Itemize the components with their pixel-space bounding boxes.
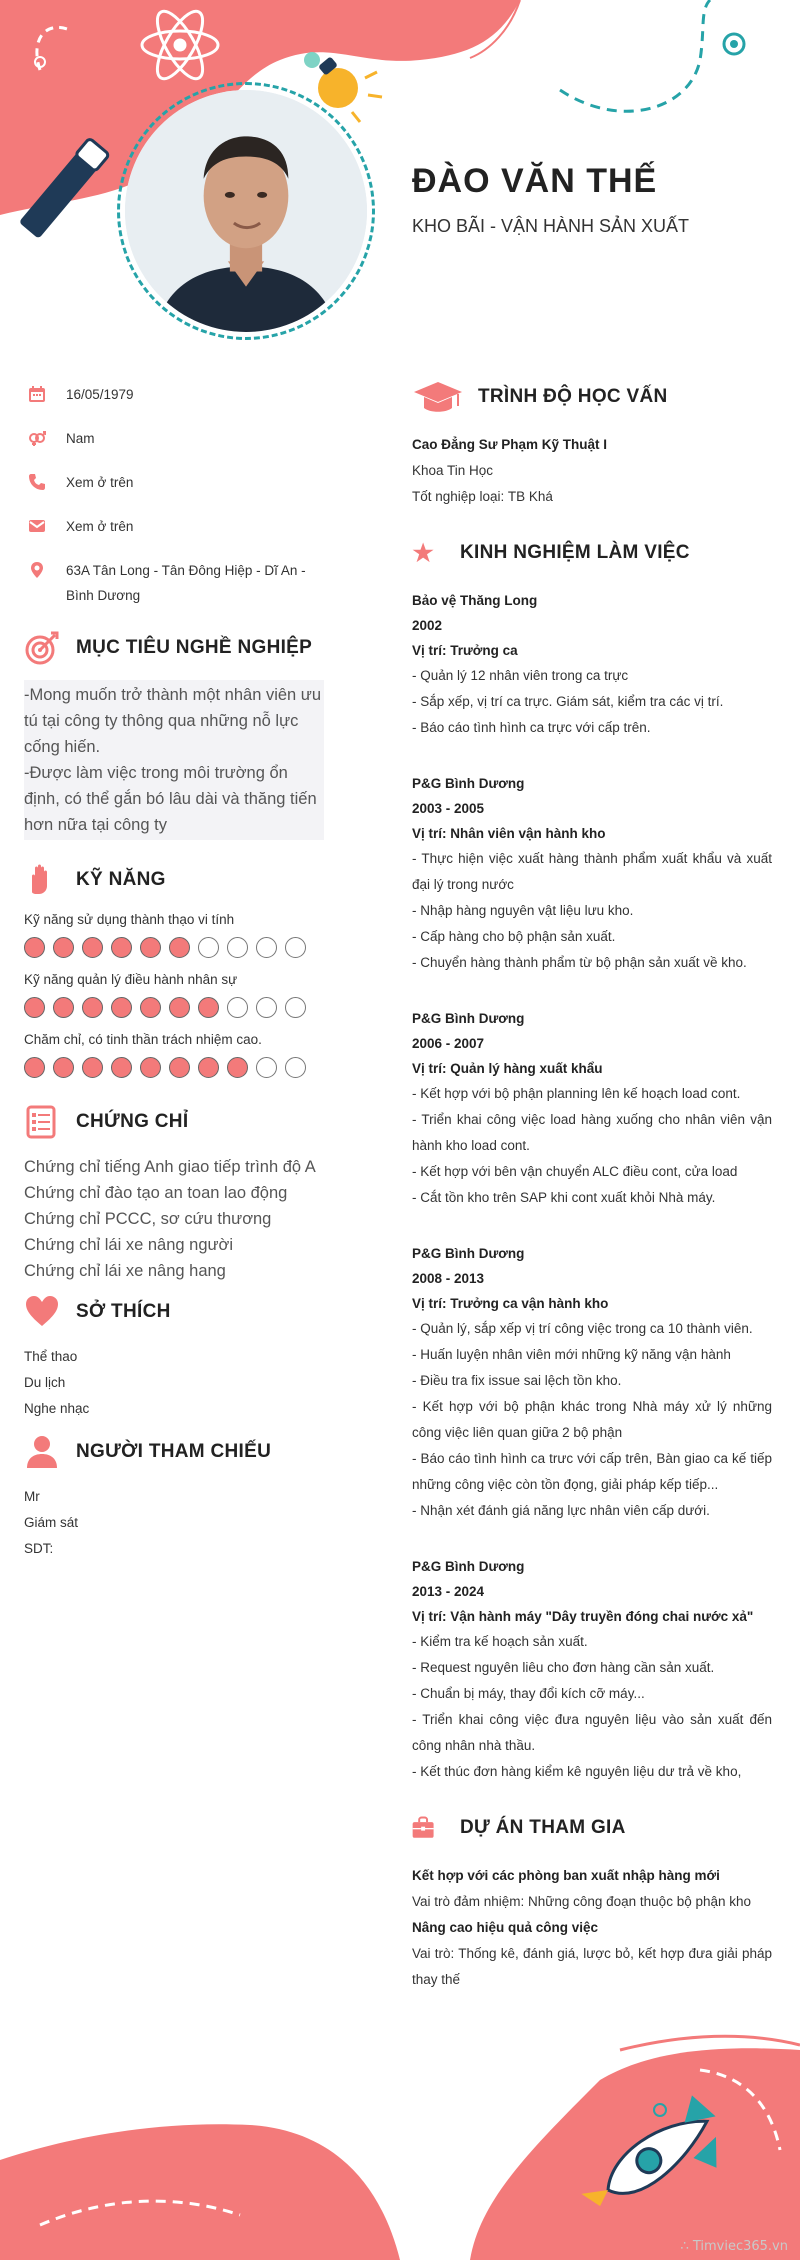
objective-title: MỤC TIÊU NGHỀ NGHIỆP [76,637,313,658]
certificates-header [24,1104,324,1140]
job-task: - Triển khai công việc đưa nguyên liệu vào sản xuất đến công nhân nhà thầu. [412,1712,772,1753]
job-task: - Kiểm tra kế hoạch sản xuất. [412,1634,588,1649]
job-position: Vị trí: Quản lý hàng xuất khẩu [412,1061,603,1076]
job-task: - Báo cáo tình hình ca trực với cấp trên. [412,720,651,735]
experience-entry [412,771,772,976]
project-2-role: Vai trò: Thống kê, đánh giá, lược bỏ, kết hợp đưa giải pháp thay thế [412,1946,772,1987]
skill-label: Chăm chỉ, có tinh thần trách nhiệm cao. [24,1032,262,1047]
experience-entry [412,1006,772,1211]
skill-rating [24,937,324,958]
rating-dot-empty [227,997,248,1018]
rating-dot-empty [256,937,277,958]
profile-photo [125,90,367,332]
job-task: - Request nguyên liêu cho đơn hàng cần sản xuất. [412,1660,715,1675]
reference-item: SDT: [24,1541,54,1556]
rating-dot-filled [111,1057,132,1078]
rating-dot-empty [256,997,277,1018]
objective-text [24,680,324,840]
job-position: Vị trí: Nhân viên vận hành kho [412,826,606,841]
job-company: P&G Bình Dương [412,1011,525,1026]
phone-icon [28,473,46,491]
job-position: Vị trí: Trưởng ca vận hành kho [412,1296,609,1311]
education-faculty: Khoa Tin Học [412,463,494,478]
job-task: - Cấp hàng cho bộ phận sản xuất. [412,929,616,944]
experience-entry [412,1554,772,1785]
email-text: Xem ở trên [66,519,134,534]
rating-dot-filled [82,997,103,1018]
rating-dot-empty [256,1057,277,1078]
rating-dot-empty [227,937,248,958]
projects-body [412,1863,772,1993]
certificate-item: Chứng chỉ tiếng Anh giao tiếp trình độ A [24,1158,316,1176]
graduation-cap-icon [412,380,464,414]
job-company: Bảo vệ Thăng Long [412,593,538,608]
watermark: ∴ Timviec365.vn [680,2239,788,2254]
experience-entry [412,1241,772,1524]
calendar-icon [28,385,46,403]
education-title: TRÌNH ĐỘ HỌC VẤN [478,386,668,407]
avatar [125,90,367,332]
certificate-list-icon [24,1104,60,1140]
job-company: P&G Bình Dương [412,776,525,791]
email-icon [28,517,46,535]
job-task: - Kết thúc đơn hàng kiểm kê nguyên liệu dư trả về kho, [412,1764,742,1779]
rating-dot-filled [53,937,74,958]
rating-dot-filled [198,997,219,1018]
certificates-list [24,1154,324,1284]
rating-dot-filled [24,1057,45,1078]
contact-address [24,558,324,608]
rating-dot-filled [169,1057,190,1078]
phone-text: Xem ở trên [66,475,134,490]
certificate-item: Chứng chỉ PCCC, sơ cứu thương [24,1210,272,1228]
certificates-title: CHỨNG CHỈ [76,1111,189,1132]
contact-email [24,514,324,539]
hobbies-header [24,1294,324,1330]
rating-dot-filled [53,997,74,1018]
location-icon [28,561,46,579]
job-position: Vị trí: Trưởng ca [412,643,518,658]
projects-header [412,1811,772,1845]
contact-phone [24,470,324,495]
references-header [24,1434,324,1470]
rating-dot-filled [140,1057,161,1078]
references-list [24,1484,324,1562]
skills-header [24,862,324,898]
job-position: Vị trí: Vận hành máy "Dây truyền đóng chai nước xả" [412,1609,754,1624]
rating-dot-empty [285,997,306,1018]
rating-dot-filled [198,1057,219,1078]
star-icon [412,536,446,570]
reference-item: Giám sát [24,1515,79,1530]
rating-dot-filled [24,937,45,958]
left-column [24,382,324,1562]
experience-title: KINH NGHIỆM LÀM VIỆC [460,542,690,563]
right-column [412,380,772,1993]
certificate-item: Chứng chỉ lái xe nâng hang [24,1262,226,1280]
skill-label: Kỹ năng sử dụng thành thạo vi tính [24,912,235,927]
gender-text: Nam [66,431,95,446]
person-icon [24,1434,60,1470]
skills-list [24,912,324,1078]
project-1-title: Kết hợp với các phòng ban xuất nhập hàng mới [412,1868,720,1883]
contact-gender [24,426,324,451]
job-task: - Kết hợp với bộ phận khác trong Nhà máy xử lý những công việc liên quan giữa 2 bộ phận [412,1399,772,1440]
job-task: - Huấn luyện nhân viên mới những kỹ năng vận hành [412,1347,731,1362]
projects-title: DỰ ÁN THAM GIA [460,1817,626,1838]
skill-label: Kỹ năng quản lý điều hành nhân sự [24,972,238,987]
rating-dot-filled [111,937,132,958]
skill-rating [24,1057,324,1078]
objective-header [24,630,324,666]
job-task: - Nhận xét đánh giá năng lực nhân viên cấp dưới. [412,1503,710,1518]
job-years: 2006 - 2007 [412,1036,485,1051]
rating-dot-filled [140,937,161,958]
objective-line-2: -Được làm việc trong môi trường ổn định, có thể gắn bó lâu dài và thăng tiến hơn nữa tại công ty [24,764,317,834]
job-years: 2008 - 2013 [412,1271,485,1286]
rating-dot-empty [198,937,219,958]
job-task: - Thực hiện việc xuất hàng thành phẩm xuất khẩu và xuất đại lý trong nước [412,851,772,892]
rating-dot-filled [82,1057,103,1078]
job-task: - Quản lý 12 nhân viên trong ca trực [412,668,629,683]
project-1-role: Vai trò đảm nhiệm: Những công đoạn thuộc bộ phận kho [412,1894,752,1909]
rating-dot-filled [140,997,161,1018]
skill-rating [24,997,324,1018]
job-company: P&G Bình Dương [412,1559,525,1574]
heart-icon [24,1294,60,1330]
rating-dot-filled [169,937,190,958]
briefcase-icon [412,1811,446,1845]
reference-item: Mr [24,1489,40,1504]
education-header [412,380,772,414]
experience-list [412,588,772,1785]
job-task: - Triển khai công việc load hàng xuống cho nhân viên vận hành kho load cont. [412,1112,772,1153]
rating-dot-filled [82,937,103,958]
gender-icon [28,429,46,447]
job-years: 2013 - 2024 [412,1584,485,1599]
job-task: - Quản lý, sắp xếp vị trí công việc trong ca 10 thành viên. [412,1321,753,1336]
experience-entry [412,588,772,741]
rating-dot-empty [285,937,306,958]
rating-dot-filled [53,1057,74,1078]
project-2-title: Nâng cao hiệu quả công việc [412,1920,599,1935]
job-task: - Sắp xếp, vị trí ca trực. Giám sát, kiểm tra các vị trí. [412,694,724,709]
hobbies-list [24,1344,324,1422]
objective-line-1: -Mong muốn trở thành một nhân viên ưu tú tại công ty thông qua những nỗ lực cống hiến. [24,686,322,756]
certificate-item: Chứng chỉ lái xe nâng người [24,1236,234,1254]
hobby-item: Nghe nhạc [24,1401,90,1416]
watermark-text: Timviec365.vn [692,2239,788,2254]
rating-dot-filled [169,997,190,1018]
job-years: 2002 [412,618,443,633]
rating-dot-filled [111,997,132,1018]
hobby-item: Thể thao [24,1349,78,1364]
birthdate-text: 16/05/1979 [66,387,134,402]
rating-dot-filled [227,1057,248,1078]
avatar-frame [117,82,375,340]
candidate-name: ĐÀO VĂN THẾ [412,162,658,200]
education-grade: Tốt nghiệp loại: TB Khá [412,489,553,504]
certificate-item: Chứng chỉ đào tạo an toan lao động [24,1184,288,1202]
hand-icon [24,862,60,898]
job-company: P&G Bình Dương [412,1246,525,1261]
address-text: 63A Tân Long - Tân Đông Hiệp - Dĩ An - Bình Dương [66,563,306,603]
job-task: - Chuyển hàng thành phẩm từ bộ phận sản xuất về kho. [412,955,747,970]
job-task: - Cắt tồn kho trên SAP khi cont xuất khỏi Nhà máy. [412,1190,716,1205]
rating-dot-filled [24,997,45,1018]
job-task: - Kết hợp với bộ phận planning lên kế hoạch load cont. [412,1086,741,1101]
rating-dot-empty [285,1057,306,1078]
education-school: Cao Đẳng Sư Phạm Kỹ Thuật I [412,437,608,452]
skills-title: KỸ NĂNG [76,869,166,890]
education-body [412,432,772,510]
job-task: - Kết hợp với bên vận chuyển ALC điều cont, cửa load [412,1164,738,1179]
job-task: - Nhập hàng nguyên vật liệu lưu kho. [412,903,634,918]
job-task: - Điều tra fix issue sai lệch tồn kho. [412,1373,622,1388]
references-title: NGƯỜI THAM CHIẾU [76,1441,272,1462]
job-task: - Chuẩn bị máy, thay đổi kích cỡ máy... [412,1686,645,1701]
job-years: 2003 - 2005 [412,801,485,816]
target-icon [24,630,60,666]
contact-birthdate [24,382,324,407]
hobbies-title: SỞ THÍCH [76,1301,171,1322]
job-task: - Báo cáo tình hình ca trưc với cấp trên, Bàn giao ca kế tiếp những công việc còn tồn đọng, giải pháp kếp tiếp... [412,1451,772,1492]
experience-header [412,536,772,570]
hobby-item: Du lịch [24,1375,66,1390]
job-title: KHO BÃI - VẬN HÀNH SẢN XUẤT [412,216,690,236]
